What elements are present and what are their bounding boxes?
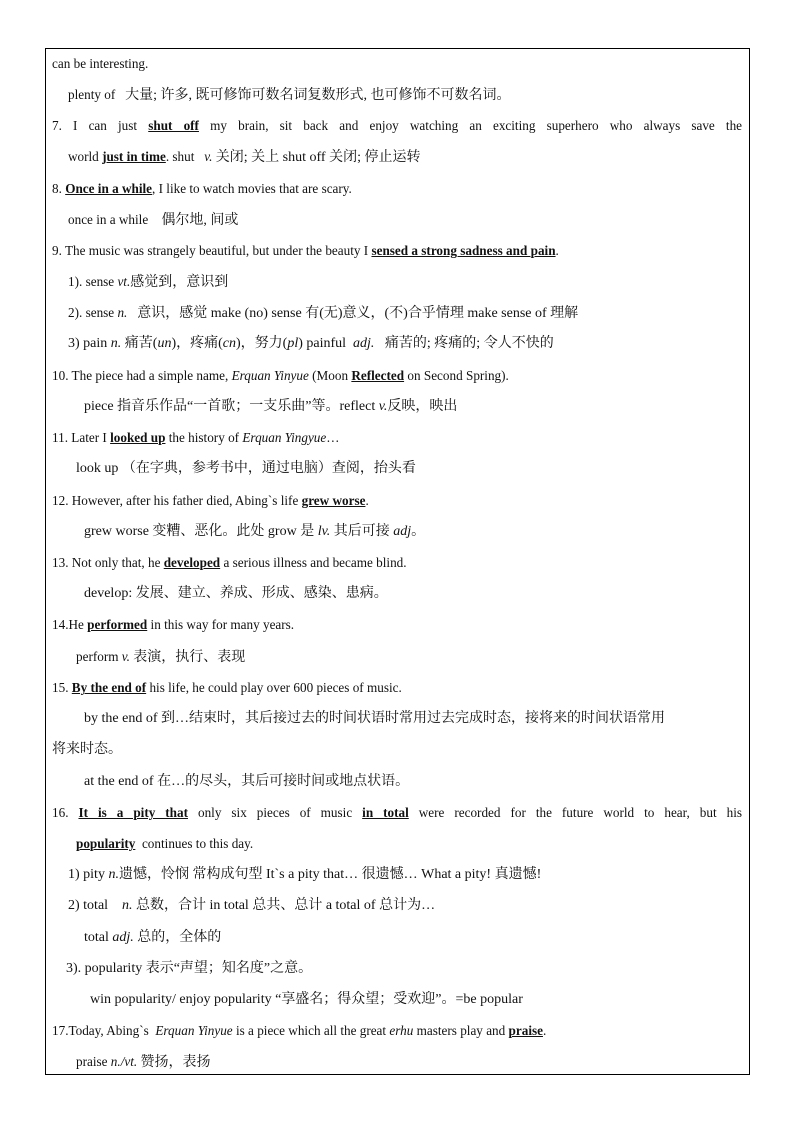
text: erhu xyxy=(389,1023,414,1038)
text: were recorded for the future world to hear, but his xyxy=(418,805,743,820)
text: 关闭; 关上 shut off 关闭; 停止运转 xyxy=(215,150,421,165)
text: masters play and xyxy=(416,1023,506,1038)
text: v. xyxy=(204,149,213,164)
text-line xyxy=(52,117,742,135)
text-line xyxy=(52,242,559,260)
text: , I like to watch movies that are scary. xyxy=(152,181,352,196)
text: 8. xyxy=(52,181,62,196)
text: . xyxy=(542,1023,547,1038)
text-line xyxy=(68,211,238,230)
text: continues to this day. xyxy=(141,836,254,851)
text: 1) pity xyxy=(68,867,105,882)
text: 感觉到，意识到 xyxy=(130,275,229,290)
text: adj. xyxy=(112,930,134,945)
text: 10. The piece had a simple name, xyxy=(52,368,229,383)
text: 赞扬，表扬 xyxy=(140,1055,211,1070)
text: 意识，感觉 make (no) sense 有(无)意义，(不)合乎情理 make sense of 理解 xyxy=(137,306,579,321)
text: 反映，映出 xyxy=(387,399,458,414)
text-line xyxy=(84,585,388,603)
text: once in a while xyxy=(68,212,149,227)
text: the history of xyxy=(168,430,240,445)
text-line xyxy=(52,55,148,73)
text: Erquan Yingyue xyxy=(242,430,327,445)
text: 痛苦的; 疼痛的; 令人不快的 xyxy=(384,336,554,351)
text: )，疼痛( xyxy=(171,336,223,351)
text: n. xyxy=(122,898,133,913)
key-phrase: Once in a while xyxy=(65,181,153,196)
text-line xyxy=(90,991,523,1009)
text: can be interesting. xyxy=(52,56,149,71)
text: 2). sense xyxy=(68,305,115,320)
text-line xyxy=(52,429,339,447)
text: Erquan Yinyue xyxy=(155,1023,233,1038)
text: is a piece which all the great xyxy=(235,1023,387,1038)
text-line xyxy=(66,960,312,978)
text: 偶尔地, 间或 xyxy=(161,213,239,228)
text: n./vt. xyxy=(110,1054,138,1069)
text: my brain, sit back and enjoy watching an exciting superhero who always save the xyxy=(210,118,743,133)
text: . xyxy=(555,243,559,258)
key-phrase: sensed a strong sadness and pain xyxy=(371,243,556,258)
text: 。 xyxy=(411,524,426,539)
text-line xyxy=(52,492,369,510)
text: . shut xyxy=(165,149,195,164)
text-line xyxy=(52,1022,546,1040)
text: 17.Today, Abing`s xyxy=(52,1023,149,1038)
text: cn xyxy=(222,336,236,351)
text-line xyxy=(84,523,425,541)
text: n. xyxy=(108,867,119,882)
text: vt. xyxy=(117,274,131,289)
text-line xyxy=(84,929,221,947)
key-phrase: in total xyxy=(362,805,409,820)
text: 9. The music was strangely beautiful, but under the beauty I xyxy=(52,243,369,258)
text-line xyxy=(68,897,435,915)
text-line xyxy=(68,148,420,167)
key-phrase: just in time xyxy=(102,149,166,164)
text-line xyxy=(84,773,409,791)
text: develop: 发展、建立、养成、形成、感染、患病。 xyxy=(84,586,388,601)
text: 2) total xyxy=(68,898,109,913)
text: pl xyxy=(287,336,299,351)
text: grew worse 变糟、恶化。此处 grow 是 xyxy=(84,524,315,539)
text: 1). sense xyxy=(68,274,115,289)
key-phrase: developed xyxy=(163,555,221,570)
text: world xyxy=(68,149,99,164)
text: in this way for many years. xyxy=(150,617,295,632)
text: 痛苦( xyxy=(124,336,158,351)
text-line xyxy=(76,1053,210,1072)
key-phrase: performed xyxy=(87,617,148,632)
text: his life, he could play over 600 pieces of music. xyxy=(149,680,402,695)
key-phrase: grew worse xyxy=(301,493,366,508)
key-phrase: praise xyxy=(508,1023,543,1038)
text: 11. Later I xyxy=(52,430,107,445)
text-line xyxy=(52,741,122,759)
text-line xyxy=(84,398,457,416)
text: adj. xyxy=(353,336,375,351)
text: (Moon xyxy=(312,368,349,383)
text-line xyxy=(52,679,402,697)
text: un xyxy=(157,336,172,351)
text: n. xyxy=(110,336,122,351)
text: perform xyxy=(76,649,119,664)
text: total xyxy=(84,930,109,945)
text: 总数，合计 in total 总共、总计 a total of 总计为… xyxy=(136,898,436,913)
key-phrase: shut off xyxy=(148,118,199,133)
text: 将来时态。 xyxy=(52,742,122,757)
text: 12. However, after his father died, Abing`s life xyxy=(52,493,299,508)
text: 3) pain xyxy=(68,336,108,351)
text: . xyxy=(365,493,369,508)
text: look up （在字典，参考书中，通过电脑）查阅，抬头看 xyxy=(76,461,416,476)
key-phrase: looked up xyxy=(110,430,166,445)
text: Erquan Yinyue xyxy=(231,368,309,383)
text: 14.He xyxy=(52,617,84,632)
text: piece 指音乐作品“一首歌；一支乐曲”等。reflect xyxy=(84,399,376,414)
key-phrase: By the end of xyxy=(71,680,147,695)
text-line xyxy=(52,554,407,572)
text: 其后可接 xyxy=(333,524,390,539)
text-line xyxy=(68,86,511,105)
text: a serious illness and became blind. xyxy=(223,555,407,570)
text: 13. Not only that, he xyxy=(52,555,161,570)
text: v. xyxy=(121,649,130,664)
text: praise xyxy=(76,1054,108,1069)
text: lv. xyxy=(317,524,331,539)
text: 遗憾，怜悯 常构成句型 It`s a pity that… 很遗憾… What a pity! 真遗憾! xyxy=(118,867,542,882)
text-line xyxy=(76,648,245,667)
text-line xyxy=(68,866,541,884)
text: at the end of 在…的尽头，其后可接时间或地点状语。 xyxy=(84,774,410,789)
text-line xyxy=(68,335,554,353)
text: win popularity/ enjoy popularity “享盛名；得众望；受欢迎”。=be popular xyxy=(90,992,523,1007)
text: 7. I can just xyxy=(52,118,138,133)
text: adj xyxy=(393,524,412,539)
text-line xyxy=(76,460,416,478)
text-line xyxy=(52,180,352,198)
text-line xyxy=(68,273,228,292)
text-line xyxy=(84,710,665,728)
text: 15. xyxy=(52,680,69,695)
text: v. xyxy=(378,399,388,414)
text: 总的，全体的 xyxy=(137,930,222,945)
text: 3). popularity 表示“声望；知名度”之意。 xyxy=(66,961,313,976)
text: by the end of 到…结束时，其后接过去的时间状语时常用过去完成时态，接将来的时间状语常用 xyxy=(84,711,665,726)
text: only six pieces of music xyxy=(197,805,353,820)
text-line xyxy=(68,304,578,323)
text-line xyxy=(52,804,742,822)
key-phrase: Reflected xyxy=(351,368,405,383)
text-line xyxy=(52,616,294,634)
text: 表演，执行、表现 xyxy=(133,650,246,665)
text-line xyxy=(52,367,509,385)
text: … xyxy=(326,430,340,445)
text: 16. xyxy=(52,805,69,820)
key-phrase: It is a pity that xyxy=(78,805,188,820)
text: )，努力( xyxy=(235,336,288,351)
text: 大量; 许多, 既可修饰可数名词复数形式, 也可修饰不可数名词。 xyxy=(125,88,511,103)
text: ) painful xyxy=(298,336,347,351)
text-line xyxy=(76,835,253,853)
text: plenty of xyxy=(68,87,116,102)
key-phrase: popularity xyxy=(76,836,136,851)
text: on Second Spring). xyxy=(407,368,509,383)
text: n. xyxy=(117,305,128,320)
